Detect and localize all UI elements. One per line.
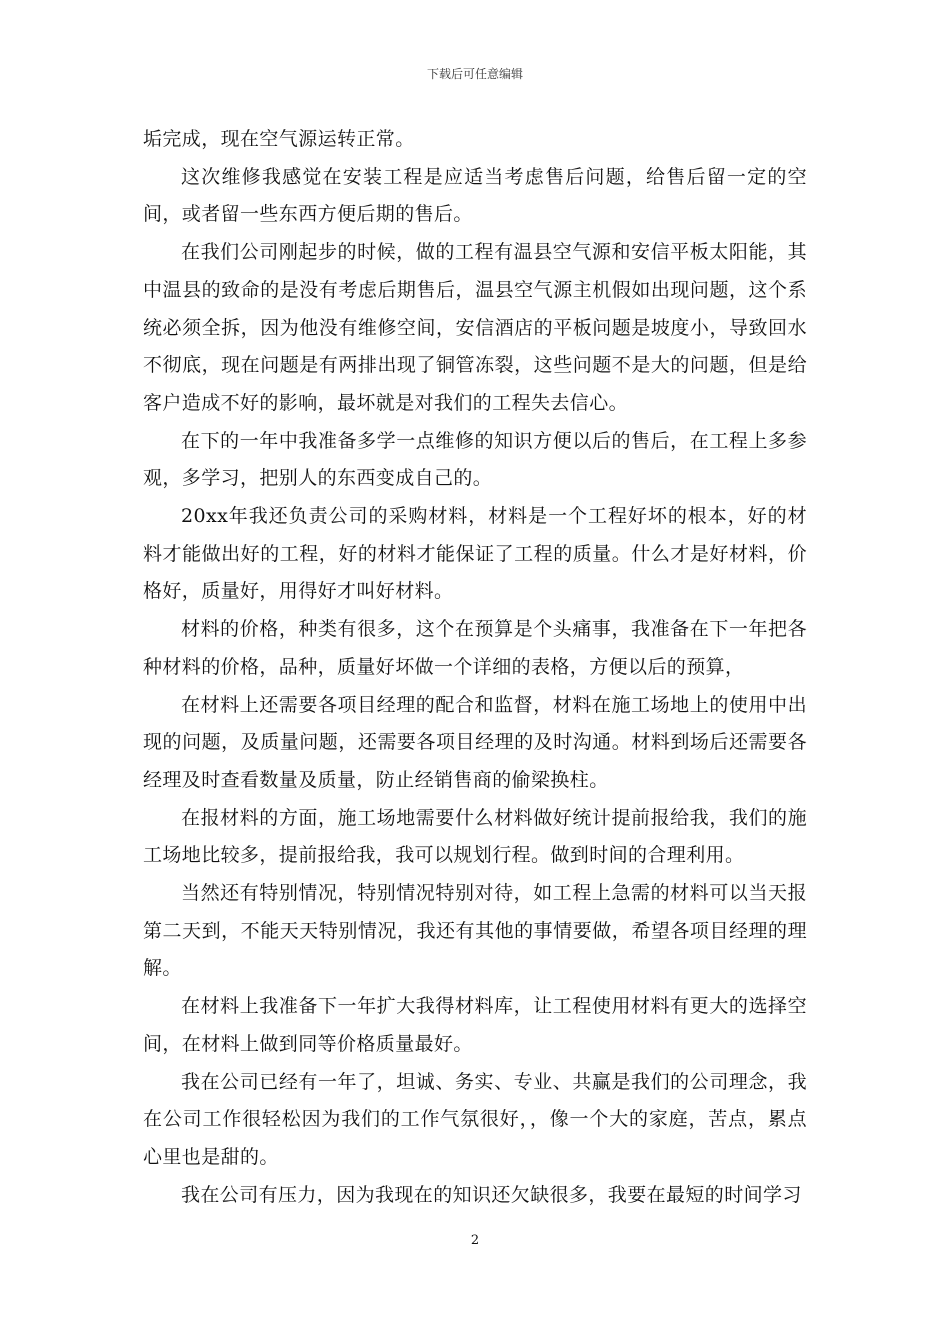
page-number: 2 — [470, 1233, 480, 1248]
document-body — [143, 121, 807, 1214]
paragraph-continuation: 垢完成，现在空气源运转正常。 — [143, 128, 415, 150]
paragraph: 我在公司已经有一年了，坦诚、务实、专业、共赢是我们的公司理念，我在公司工作很轻松因为我们的工作气氛很好，，像一个大的家庭，苦点，累点心里也是甜的。 — [143, 1070, 807, 1168]
paragraph: 在报材料的方面，施工场地需要什么材料做好统计提前报给我，我们的施工场地比较多，提前报给我，我可以规划行程。做到时间的合理利用。 — [143, 806, 807, 867]
paragraph: 在材料上我准备下一年扩大我得材料库，让工程使用材料有更大的选择空间，在材料上做到同等价格质量最好。 — [143, 995, 807, 1055]
paragraph: 在下的一年中我准备多学一点维修的知识方便以后的售后，在工程上多参观，多学习，把别人的东西变成自己的。 — [143, 429, 807, 490]
paragraph: 我在公司有压力，因为我现在的知识还欠缺很多，我要在最短的时间学习 — [181, 1183, 802, 1206]
paragraph: 这次维修我感觉在安装工程是应适当考虑售后问题，给售后留一定的空间，或者留一些东西方便后期的售后。 — [143, 165, 807, 226]
paragraph: 在我们公司刚起步的时候，做的工程有温县空气源和安信平板太阳能，其中温县的致命的是没有考虑后期售后，温县空气源主机假如出现问题，这个系统必须全拆，因为他没有维修空间，安信酒店的平板问题是坡度小，导致回水不彻底，现在问题是有两排出现了铜管冻裂，这些问题不是大的问题，但是给客户造成不好的影响，最坏就是对我们的工程失去信心。 — [143, 241, 807, 414]
page-header: 下载后可任意编辑 — [426, 67, 523, 81]
paragraph: 在材料上还需要各项目经理的配合和监督，材料在施工场地上的使用中出现的问题，及质量问题，还需要各项目经理的及时沟通。材料到场后还需要各经理及时查看数量及质量，防止经销售商的偷梁换柱。 — [143, 693, 807, 791]
paragraph: 当然还有特别情况，特别情况特别对待，如工程上急需的材料可以当天报第二天到，不能天天特别情况，我还有其他的事情要做，希望各项目经理的理解。 — [143, 882, 807, 980]
paragraph: 20xx年我还负责公司的采购材料，材料是一个工程好坏的根本，好的材料才能做出好的工程，好的材料才能保证了工程的质量。什么才是好材料，价格好，质量好，用得好才叫好材料。 — [143, 505, 807, 603]
paragraph: 材料的价格，种类有很多，这个在预算是个头痛事，我准备在下一年把各种材料的价格，品种，质量好坏做一个详细的表格，方便以后的预算， — [143, 618, 807, 678]
